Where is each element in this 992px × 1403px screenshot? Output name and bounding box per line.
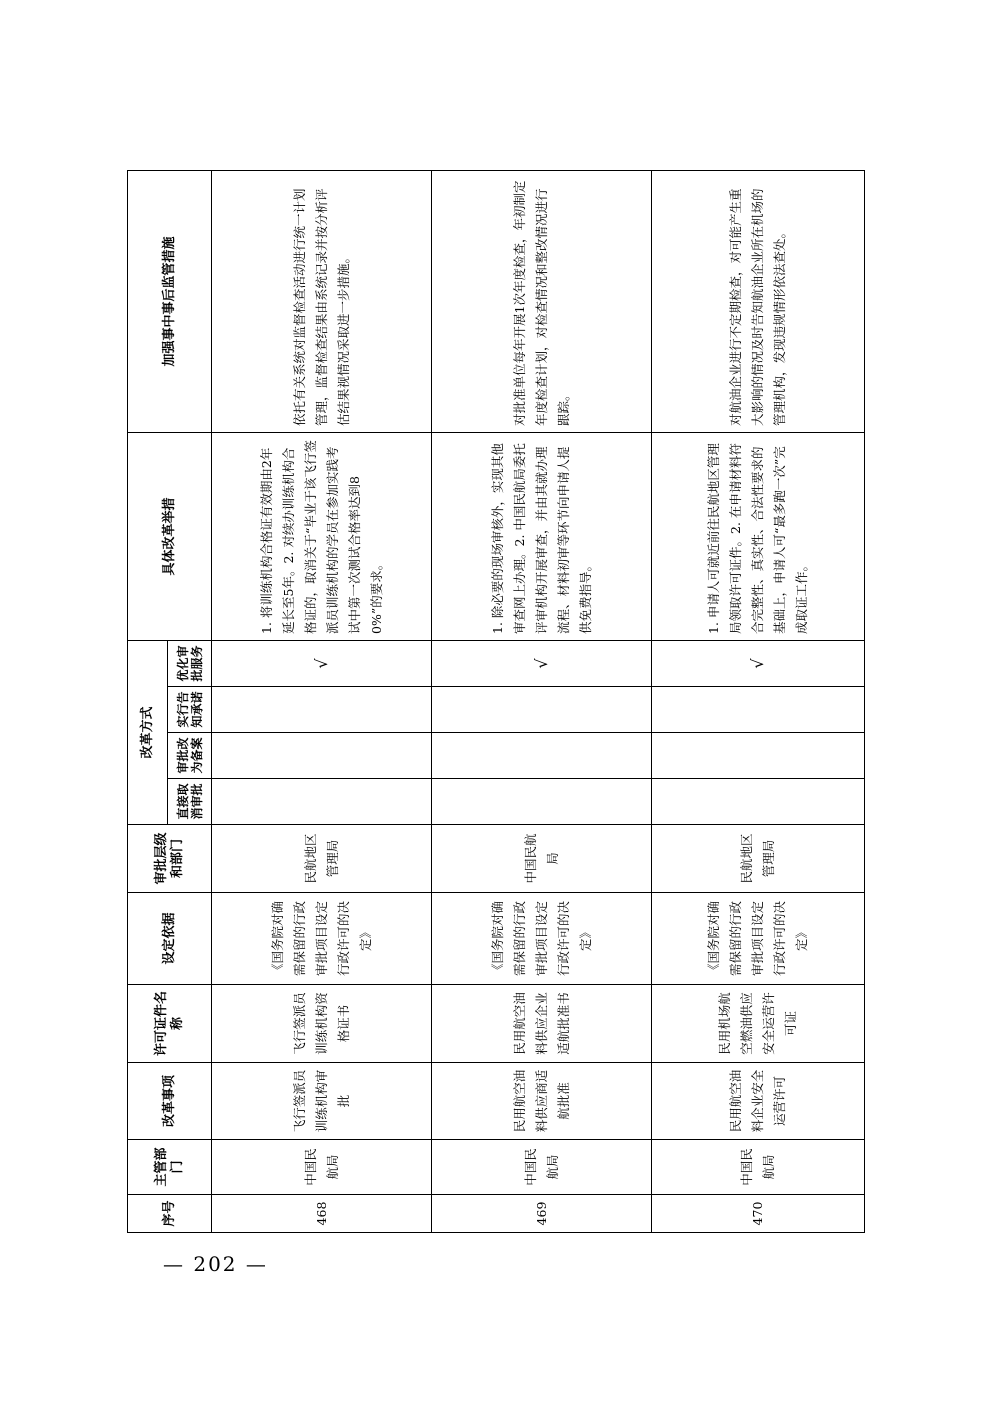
cell-dept: 中国民航局 xyxy=(652,1140,865,1195)
check-mark: √ xyxy=(212,640,432,686)
cell-basis: 《国务院对确需保留的行政审批项目设定行政许可的决定》 xyxy=(212,893,432,985)
cell-measures: 1. 将训练机构合格证有效期由2年延长至5年。2. 对续办训练机构合格证的，取消关于“毕业于该飞行签派员训练机构的学员在参加实践考试中第一次测试合格率达到80%”的要求。 xyxy=(212,432,432,640)
cell-license: 民用航空油料供应企业适航批准书 xyxy=(432,985,652,1063)
cell-record xyxy=(432,733,652,779)
cell-item: 民用航空油料企业安全运营许可 xyxy=(652,1063,865,1140)
page-number: — 202 — xyxy=(163,1252,268,1276)
cell-supervision: 依托有关系统对监督检查活动进行统一计划管理，监督检查结果由系统记录并按分析评估结果视情况采取进一步措施。 xyxy=(212,170,432,432)
cell-notify xyxy=(432,687,652,733)
table-row xyxy=(212,170,432,1232)
cell-measures: 1. 除必要的现场审核外，实现其他审查网上办理。2. 中国民航局委托评审机构开展审查，并由其就办理流程、材料初审等环节向申请人提供免费指导。 xyxy=(432,432,652,640)
cell-record xyxy=(652,733,865,779)
cell-supervision: 对航油企业进行不定期检查，对可能产生重大影响的情况及时告知航油企业所在机场的管理机构，发现违规情形依法查处。 xyxy=(652,170,865,432)
cell-seq: 469 xyxy=(432,1195,652,1233)
rotated-table-area xyxy=(127,171,864,1233)
cell-item: 民用航空油料供应商适航批准 xyxy=(432,1063,652,1140)
cell-seq: 468 xyxy=(212,1195,432,1233)
cell-level: 中国民航局 xyxy=(432,825,652,893)
header-supervision: 加强事中事后监管措施 xyxy=(128,170,212,432)
header-row-1 xyxy=(128,170,168,1232)
header-mode: 改革方式 xyxy=(128,640,168,824)
cell-level: 民航地区管理局 xyxy=(652,825,865,893)
cell-supervision: 对批准单位每年开展1次年度检查，年初制定年度检查计划，对检查情况和整改情况进行跟踪。 xyxy=(432,170,652,432)
check-mark: √ xyxy=(432,640,652,686)
cell-seq: 470 xyxy=(652,1195,865,1233)
cell-basis: 《国务院对确需保留的行政审批项目设定行政许可的决定》 xyxy=(652,893,865,985)
cell-cancel xyxy=(652,779,865,825)
cell-notify xyxy=(652,687,865,733)
cell-license: 民用机场航空燃油供应安全运营许可证 xyxy=(652,985,865,1063)
cell-item: 飞行签派员训练机构审批 xyxy=(212,1063,432,1140)
cell-dept: 中国民航局 xyxy=(212,1140,432,1195)
header-basis: 设定依据 xyxy=(128,893,212,985)
header-mode-optimize: 优化审批服务 xyxy=(168,640,212,686)
header-seq: 序号 xyxy=(128,1195,212,1233)
header-mode-record: 审批改为备案 xyxy=(168,733,212,779)
header-license: 许可证件名称 xyxy=(128,985,212,1063)
header-mode-cancel: 直接取消审批 xyxy=(168,779,212,825)
cell-cancel xyxy=(432,779,652,825)
check-mark: √ xyxy=(652,640,865,686)
cell-notify xyxy=(212,687,432,733)
cell-basis: 《国务院对确需保留的行政审批项目设定行政许可的决定》 xyxy=(432,893,652,985)
header-dept: 主管部门 xyxy=(128,1140,212,1195)
cell-measures: 1. 申请人可就近前往民航地区管理局领取许可证件。2. 在申请材料符合完整性、真实性、合法性要求的基础上，申请人可“最多跑一次”完成取证工作。 xyxy=(652,432,865,640)
cell-dept: 中国民航局 xyxy=(432,1140,652,1195)
table-row xyxy=(652,170,865,1232)
header-level: 审批层级和部门 xyxy=(128,825,212,893)
cell-record xyxy=(212,733,432,779)
reform-table xyxy=(127,170,865,1233)
header-item: 改革事项 xyxy=(128,1063,212,1140)
cell-cancel xyxy=(212,779,432,825)
cell-license: 飞行签派员训练机构资格证书 xyxy=(212,985,432,1063)
cell-level: 民航地区管理局 xyxy=(212,825,432,893)
header-measures: 具体改革举措 xyxy=(128,432,212,640)
table-row xyxy=(432,170,652,1232)
rotated-page-content xyxy=(127,171,864,1233)
header-mode-notify: 实行告知承诺 xyxy=(168,687,212,733)
